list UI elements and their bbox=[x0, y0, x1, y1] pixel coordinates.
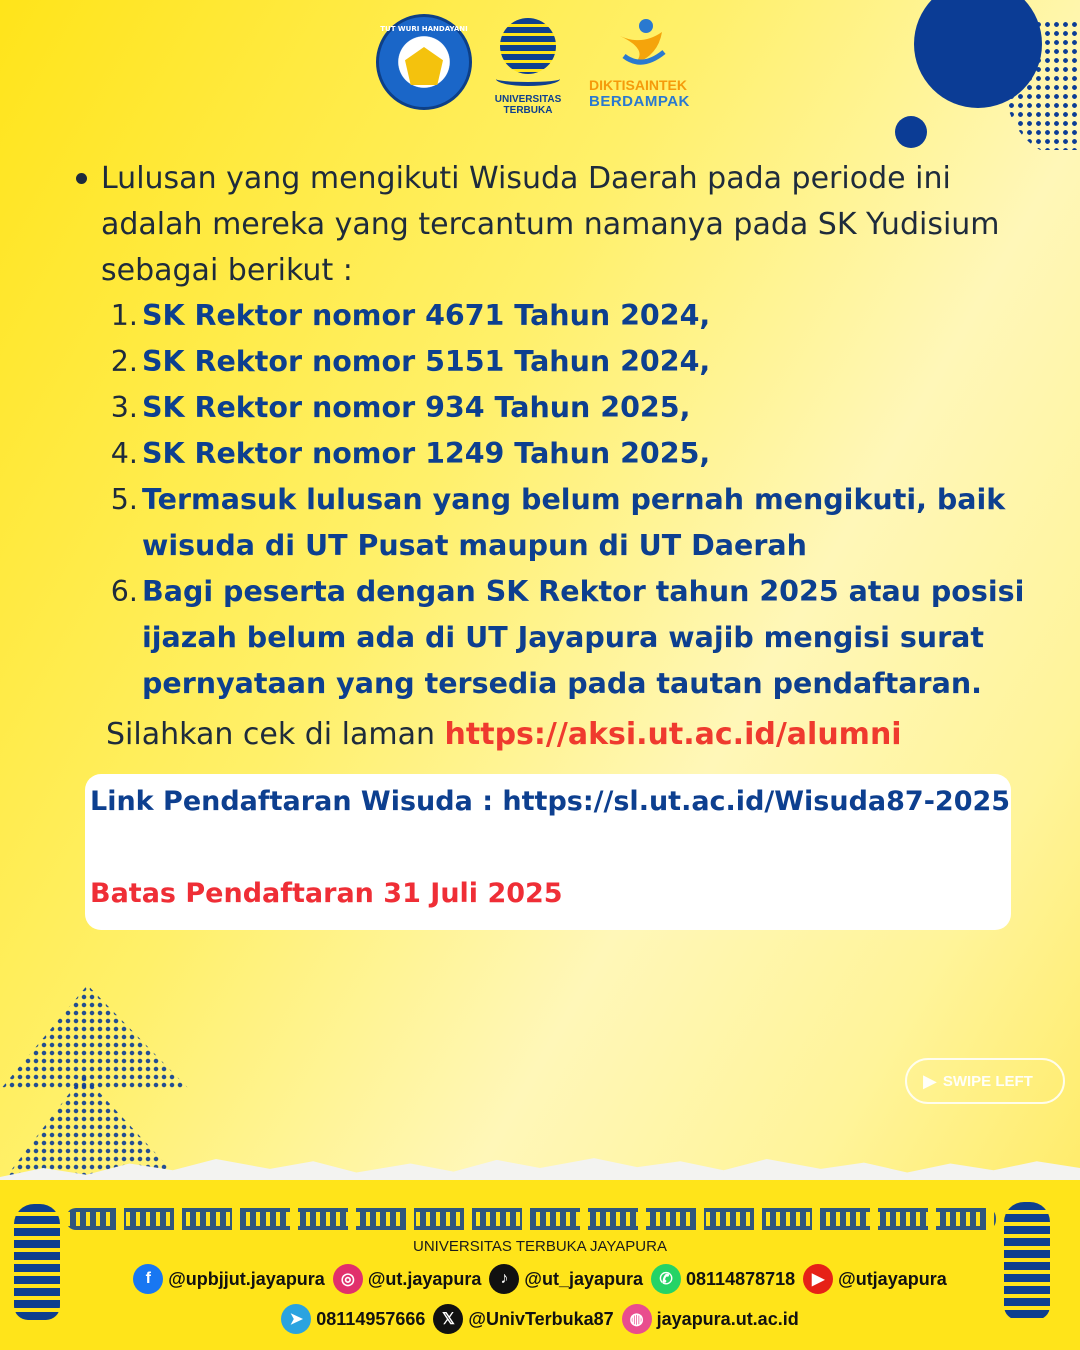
facebook-icon: f bbox=[133, 1264, 163, 1294]
list-text: SK Rektor nomor 4671 Tahun 2024, bbox=[142, 299, 711, 332]
list-item bbox=[100, 477, 1050, 569]
ut-logo-text: UNIVERSITAS TERBUKA bbox=[494, 94, 562, 116]
decor-dot-triangle-upper bbox=[0, 985, 190, 1090]
list-item bbox=[100, 339, 1050, 385]
social-row-2 bbox=[0, 1304, 1080, 1334]
list-number: 1. bbox=[110, 299, 138, 332]
social-telegram[interactable] bbox=[281, 1304, 425, 1334]
social-instagram[interactable] bbox=[333, 1264, 482, 1294]
footer-title: UNIVERSITAS TERBUKA JAYAPURA bbox=[413, 1238, 667, 1255]
tifa-drum-icon bbox=[14, 1204, 60, 1320]
list-number: 5. bbox=[110, 483, 138, 516]
play-icon: ▶ bbox=[923, 1070, 937, 1092]
social-x[interactable] bbox=[433, 1304, 613, 1334]
diktisaintek-logo-line2: BERDAMPAK bbox=[589, 93, 690, 110]
registration-info-box bbox=[85, 774, 1011, 930]
registration-link[interactable]: Link Pendaftaran Wisuda : https://sl.ut.ac.id/Wisuda87-2025 bbox=[90, 786, 1011, 817]
footer bbox=[0, 1180, 1080, 1350]
social-handle: @ut_jayapura bbox=[524, 1268, 644, 1289]
alumni-link[interactable]: https://aksi.ut.ac.id/alumni bbox=[444, 717, 902, 752]
list-item bbox=[100, 431, 1050, 477]
social-handle: 08114957666 bbox=[316, 1308, 426, 1329]
list-item bbox=[100, 293, 1050, 339]
whatsapp-icon: ✆ bbox=[651, 1264, 681, 1294]
list-number: 3. bbox=[110, 391, 138, 424]
kemdikbud-motto: TUT WURI HANDAYANI bbox=[380, 25, 468, 33]
social-handle: 08114878718 bbox=[686, 1268, 796, 1289]
registration-deadline: Batas Pendaftaran 31 Juli 2025 bbox=[90, 878, 563, 909]
ut-globe-logo-icon bbox=[500, 18, 556, 74]
bullet-icon bbox=[76, 173, 87, 184]
list-text: SK Rektor nomor 934 Tahun 2025, bbox=[142, 391, 691, 424]
social-handle: @ut.jayapura bbox=[367, 1268, 482, 1289]
social-youtube[interactable] bbox=[803, 1264, 947, 1294]
diktisaintek-logo-icon bbox=[614, 16, 670, 72]
list-number: 4. bbox=[110, 437, 138, 470]
kemdikbud-logo bbox=[376, 14, 472, 110]
papua-ornament-row bbox=[66, 1208, 996, 1230]
decor-circle-small bbox=[895, 116, 927, 148]
list-number: 2. bbox=[110, 345, 138, 378]
intro-text: Lulusan yang mengikuti Wisuda Daerah pada periode ini adalah mereka yang tercantum namanya pada SK Yudisium sebagai berikut : bbox=[101, 161, 1000, 288]
swipe-left-button[interactable] bbox=[905, 1058, 1065, 1104]
list-item bbox=[100, 385, 1050, 431]
social-row-1 bbox=[0, 1264, 1080, 1294]
social-handle: @utjayapura bbox=[838, 1268, 947, 1289]
social-handle: jayapura.ut.ac.id bbox=[656, 1308, 799, 1329]
youtube-icon: ▶ bbox=[803, 1264, 833, 1294]
social-website[interactable] bbox=[622, 1304, 799, 1334]
instagram-icon: ◎ bbox=[333, 1264, 363, 1294]
tiktok-icon: ♪ bbox=[489, 1264, 519, 1294]
ut-book-logo-icon bbox=[496, 72, 560, 86]
web-icon: ◍ bbox=[622, 1304, 652, 1334]
social-facebook[interactable] bbox=[133, 1264, 325, 1294]
swipe-label: SWIPE LEFT bbox=[942, 1072, 1033, 1090]
sk-list bbox=[100, 293, 1050, 707]
social-handle: @upbjjut.jayapura bbox=[168, 1268, 325, 1289]
list-item bbox=[100, 569, 1050, 707]
tifa-drum-icon bbox=[1004, 1202, 1050, 1320]
list-text: SK Rektor nomor 5151 Tahun 2024, bbox=[142, 345, 711, 378]
social-handle: @UnivTerbuka87 bbox=[468, 1308, 614, 1329]
social-tiktok[interactable] bbox=[489, 1264, 643, 1294]
list-text: Bagi peserta dengan SK Rektor tahun 2025 atau posisi ijazah belum ada di UT Jayapura wajib mengisi surat pernyataan yang tersedia pada tautan pendaftaran. bbox=[142, 575, 1025, 700]
list-text: Termasuk lulusan yang belum pernah mengikuti, baik wisuda di UT Pusat maupun di UT Daerah bbox=[142, 483, 1006, 562]
garuda-emblem-icon bbox=[405, 47, 443, 85]
check-website-text bbox=[106, 712, 902, 758]
x-twitter-icon: 𝕏 bbox=[433, 1304, 463, 1334]
list-number: 6. bbox=[110, 575, 138, 608]
list-text: SK Rektor nomor 1249 Tahun 2025, bbox=[142, 437, 711, 470]
telegram-icon: ➤ bbox=[281, 1304, 311, 1334]
social-whatsapp[interactable] bbox=[651, 1264, 795, 1294]
diktisaintek-logo-line1: DIKTISAINTEK bbox=[589, 77, 687, 93]
check-prefix: Silahkan cek di laman bbox=[106, 717, 445, 752]
